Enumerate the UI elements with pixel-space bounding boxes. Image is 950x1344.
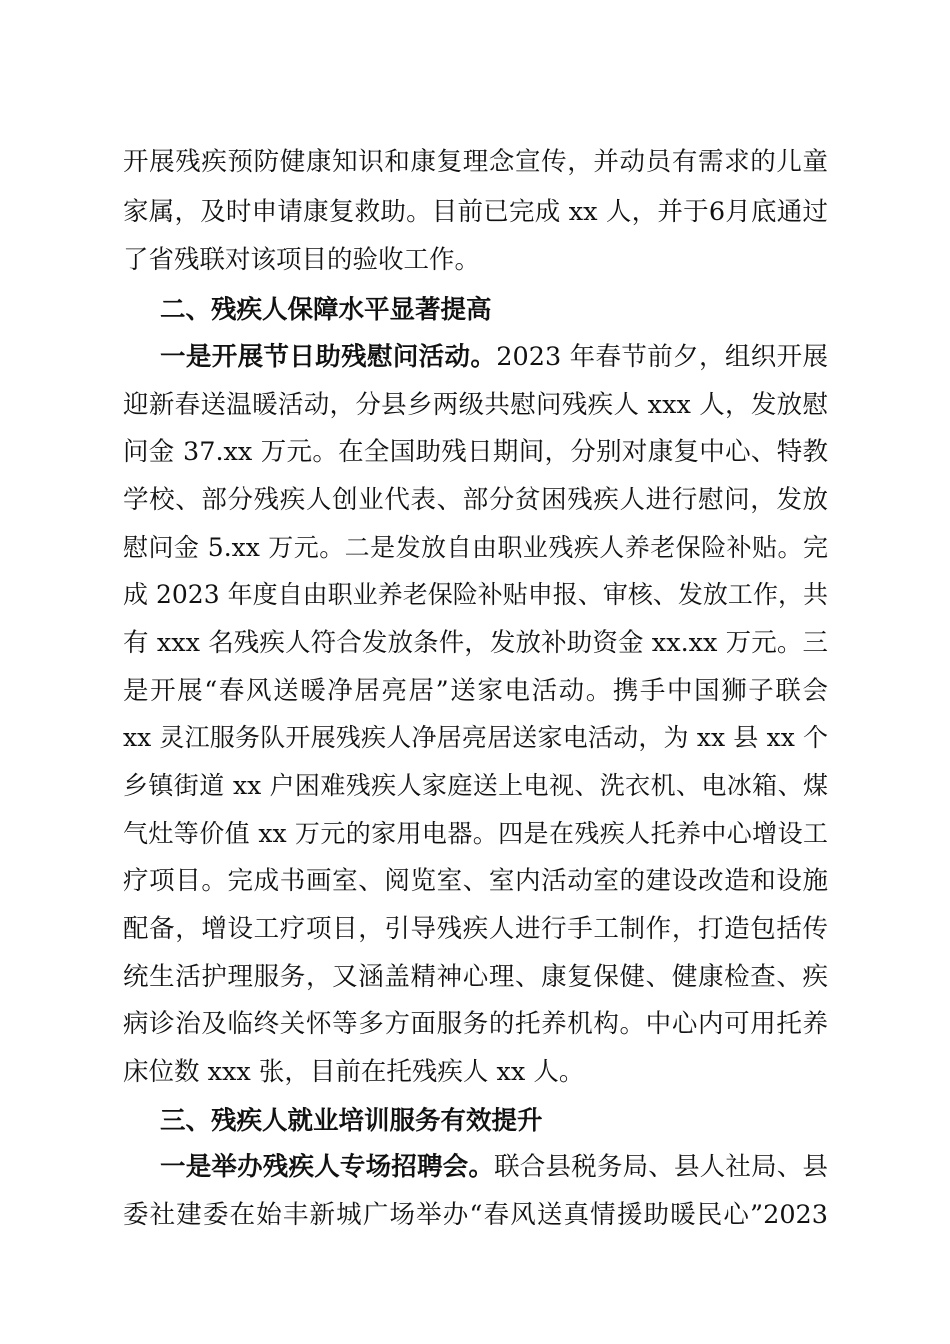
paragraph-line: 开展残疾预防健康知识和康复理念宣传，并动员有需求的儿童	[123, 147, 828, 177]
paragraph-line: 问金 37.xx 万元。在全国助残日期间，分别对康复中心、特教	[123, 437, 828, 467]
paragraph-line: 委社建委在始丰新城广场举办“春风送真情援助暖民心”2023	[123, 1200, 828, 1230]
paragraph-line	[160, 337, 828, 377]
paragraph-line: 有 xxx 名残疾人符合发放条件，发放补助资金 xx.xx 万元。三	[123, 628, 828, 658]
paragraph-line: 迎新春送温暖活动，分县乡两级共慰问残疾人 xxx 人，发放慰	[123, 390, 828, 420]
paragraph-lead: 一是举办残疾人专场招聘会。	[160, 1152, 495, 1182]
paragraph-line: 慰问金 5.xx 万元。二是发放自由职业残疾人养老保险补贴。完	[123, 533, 828, 562]
paragraph-line: 配备，增设工疗项目，引导残疾人进行手工制作，打造包括传	[123, 914, 828, 944]
section-heading-3: 三、残疾人就业培训服务有效提升	[160, 1106, 543, 1136]
section-heading-2: 二、残疾人保障水平显著提高	[160, 295, 492, 325]
paragraph-line	[160, 1147, 828, 1187]
paragraph-text: 2023 年春节前夕，组织开展	[496, 342, 828, 372]
paragraph-line: 是开展“春风送暖净居亮居”送家电活动。携手中国狮子联会	[123, 676, 828, 706]
paragraph-line: 家属，及时申请康复救助。目前已完成 xx 人，并于6月底通过	[123, 197, 828, 227]
paragraph-line: 学校、部分残疾人创业代表、部分贫困残疾人进行慰问，发放	[123, 485, 828, 515]
paragraph-line: 了省残联对该项目的验收工作。	[123, 245, 481, 275]
paragraph-line: 成 2023 年度自由职业养老保险补贴申报、审核、发放工作，共	[123, 580, 828, 609]
paragraph-line: 床位数 xxx 张，目前在托残疾人 xx 人。	[123, 1057, 585, 1087]
paragraph-line: 气灶等价值 xx 万元的家用电器。四是在残疾人托养中心增设工	[123, 819, 828, 848]
paragraph-line: xx 灵江服务队开展残疾人净居亮居送家电活动，为 xx 县 xx 个	[123, 723, 828, 752]
paragraph-line: 病诊治及临终关怀等多方面服务的托养机构。中心内可用托养	[123, 1009, 828, 1039]
paragraph-line: 统生活护理服务，又涵盖精神心理、康复保健、健康检查、疾	[123, 962, 828, 992]
paragraph-line: 乡镇街道 xx 户困难残疾人家庭送上电视、洗衣机、电冰箱、煤	[123, 771, 828, 800]
paragraph-line: 疗项目。完成书画室、阅览室、室内活动室的建设改造和设施	[123, 866, 828, 896]
paragraph-lead: 一是开展节日助残慰问活动。	[160, 342, 497, 372]
paragraph-text: 联合县税务局、县人社局、县	[494, 1152, 828, 1182]
